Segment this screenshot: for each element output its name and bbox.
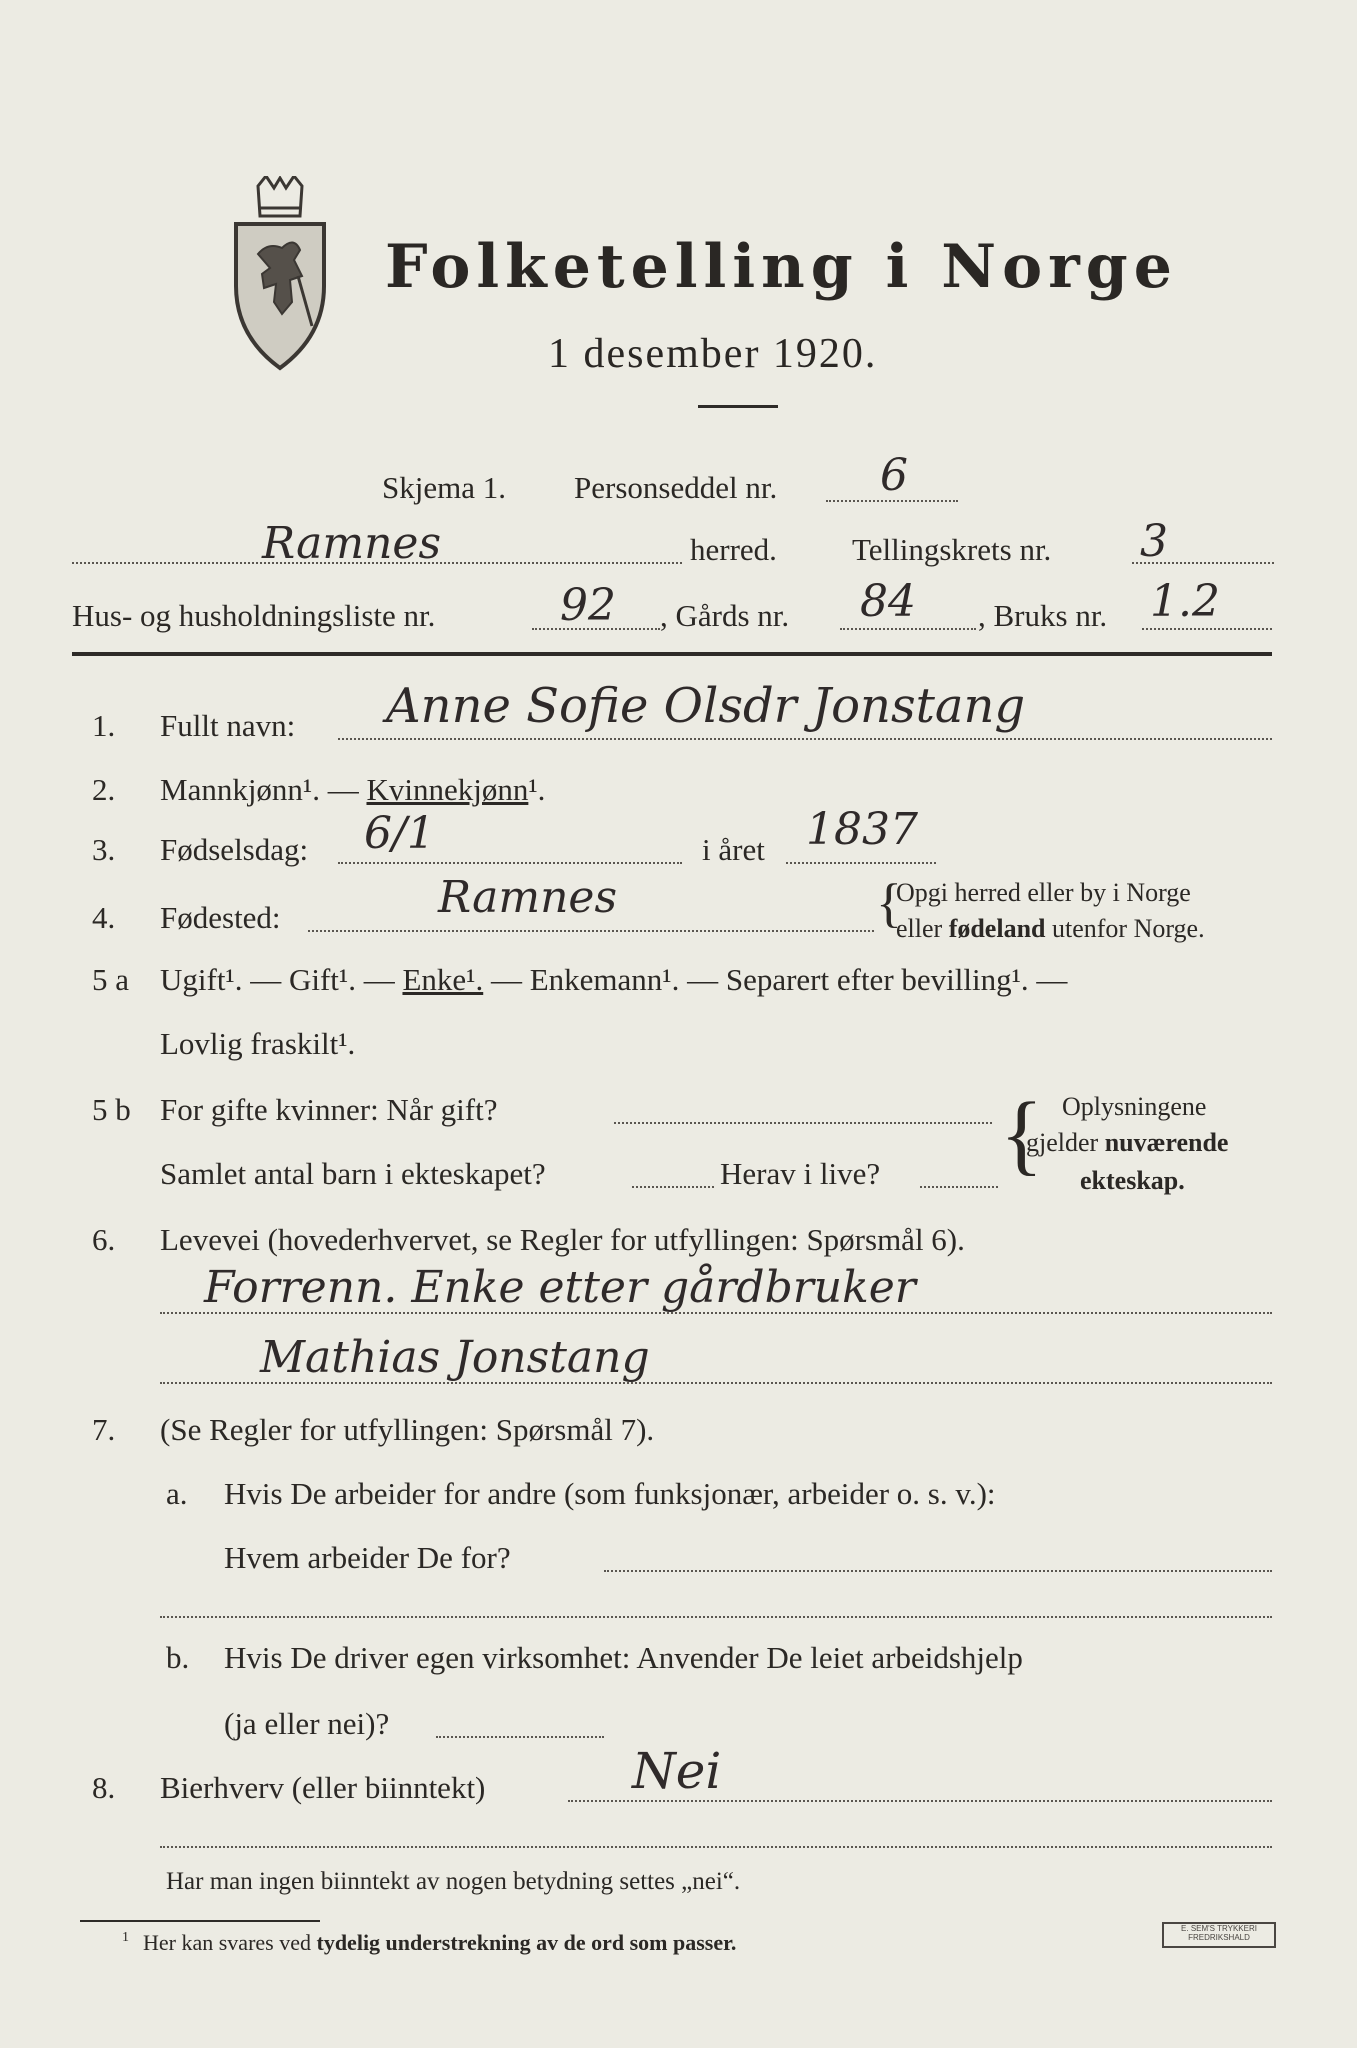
q2-separator: — — [327, 772, 359, 807]
form-title: Folketelling i Norge — [385, 232, 1178, 302]
q4-label: Fødested: — [160, 900, 281, 935]
footnote-text-a: Her kan svares ved — [143, 1930, 317, 1955]
gards-label: , Gårds nr. — [660, 598, 790, 633]
q5b-note-2-a: gjelder — [1026, 1128, 1105, 1157]
q5b-barn-line[interactable] — [632, 1186, 714, 1188]
bruks-line — [1142, 628, 1272, 630]
footnote-text-b: tydelig understrekning av de ord som passer. — [316, 1930, 737, 1955]
bruks-label: , Bruks nr. — [978, 598, 1108, 633]
gards-value[interactable]: 84 — [860, 576, 916, 627]
gards-line — [840, 628, 976, 630]
bruks-value[interactable]: 1.2 — [1150, 576, 1220, 627]
q7b-line[interactable] — [436, 1736, 604, 1738]
q2-mann-option[interactable]: Mannkjønn¹. — [160, 772, 320, 807]
q5b-barn-label: Samlet antal barn i ekteskapet? — [160, 1156, 546, 1191]
personseddel-label: Personseddel nr. — [574, 470, 778, 505]
q8-line-2 — [160, 1846, 1272, 1848]
q5a-enke-option[interactable]: Enke¹. — [402, 962, 484, 997]
q7b-label: Hvis De driver egen virksomhet: Anvender De leiet arbeidshjelp — [224, 1640, 1023, 1675]
q5a-number: 5 a — [92, 962, 130, 997]
q4-line — [308, 930, 874, 932]
q2-row — [160, 772, 545, 808]
hus-label: Hus- og husholdningsliste nr. — [72, 598, 436, 633]
q7a-line-2[interactable] — [160, 1616, 1272, 1618]
q5b-live-label: Herav i live? — [720, 1156, 881, 1191]
footnote-number: 1 — [122, 1930, 129, 1945]
q7b-letter: b. — [166, 1640, 190, 1675]
footnote — [122, 1930, 736, 1956]
header-divider — [72, 652, 1272, 656]
q2-number: 2. — [92, 772, 116, 807]
q2-kvinne-option[interactable]: Kvinnekjønn — [366, 772, 529, 807]
q3-year-line — [786, 862, 936, 864]
q8-line — [568, 1800, 1272, 1802]
q3-value[interactable]: 6/1 — [364, 808, 435, 859]
q8-label: Bierhverv (eller biinntekt) — [160, 1770, 486, 1805]
q4-note-2-b: fødeland — [948, 914, 1046, 943]
q3-year-label: i året — [702, 832, 765, 867]
q7-number: 7. — [92, 1412, 116, 1447]
q5a-options-a[interactable]: Ugift¹. — Gift¹. — — [160, 962, 403, 997]
personseddel-value[interactable]: 6 — [880, 450, 908, 501]
printer-stamp-line-2: FREDRIKSHALD — [1188, 1933, 1250, 1942]
q3-year-value[interactable]: 1837 — [806, 804, 918, 855]
q4-note-2-a: eller — [896, 914, 949, 943]
q3-label: Fødselsdag: — [160, 832, 309, 867]
tellingskrets-value[interactable]: 3 — [1140, 516, 1168, 567]
title-divider — [698, 405, 778, 408]
q5b-when-line[interactable] — [614, 1122, 992, 1124]
q5a-fraskilt[interactable]: Lovlig fraskilt¹. — [160, 1026, 356, 1061]
q8-number: 8. — [92, 1770, 116, 1805]
q8-value[interactable]: Nei — [632, 1742, 722, 1800]
herred-label: herred. — [690, 532, 777, 567]
q5b-label: For gifte kvinner: Når gift? — [160, 1092, 498, 1127]
skjema-label: Skjema 1. — [382, 470, 506, 505]
q6-value-2[interactable]: Mathias Jonstang — [260, 1332, 650, 1383]
q7a-line[interactable] — [604, 1570, 1272, 1572]
q6-label: Levevei (hovederhvervet, se Regler for utfyllingen: Spørsmål 6). — [160, 1222, 965, 1257]
q5b-note-2-b: nuværende — [1104, 1128, 1229, 1157]
q1-line — [338, 738, 1272, 740]
q5b-brace: { — [1000, 1085, 1044, 1184]
q4-brace: { — [876, 873, 902, 933]
q6-value-1[interactable]: Forrenn. Enke etter gårdbruker — [204, 1262, 916, 1313]
q3-number: 3. — [92, 832, 116, 867]
hus-value[interactable]: 92 — [560, 580, 616, 631]
q7a-letter: a. — [166, 1476, 188, 1511]
printer-stamp-line-1: E. SEM'S TRYKKERI — [1181, 1924, 1257, 1933]
q5b-note-1: Oplysningene — [1062, 1092, 1207, 1121]
q5b-note-2 — [1026, 1128, 1228, 1158]
q4-note-2 — [896, 914, 1205, 944]
q1-label: Fullt navn: — [160, 708, 296, 743]
q1-number: 1. — [92, 708, 116, 743]
norwegian-coat-of-arms-icon — [228, 176, 332, 372]
form-date: 1 desember 1920. — [548, 331, 878, 377]
printer-stamp — [1162, 1922, 1276, 1948]
herred-value[interactable]: Ramnes — [262, 518, 442, 569]
q2-kvinne-sup: ¹. — [528, 772, 546, 807]
q5b-live-line[interactable] — [920, 1186, 998, 1188]
footer-note: Har man ingen biinntekt av nogen betydning settes „nei“. — [166, 1868, 741, 1895]
q4-note-2-c: utenfor Norge. — [1045, 914, 1205, 943]
q4-number: 4. — [92, 900, 116, 935]
q1-value[interactable]: Anne Sofie Olsdr Jonstang — [386, 678, 1026, 734]
q5a-options — [160, 962, 1067, 998]
q4-value[interactable]: Ramnes — [438, 872, 618, 923]
q7b-label-2: (ja eller nei)? — [224, 1706, 390, 1741]
q5b-number: 5 b — [92, 1092, 131, 1127]
q4-note-1: Opgi herred eller by i Norge — [896, 878, 1191, 907]
q3-line — [338, 862, 682, 864]
q6-number: 6. — [92, 1222, 116, 1257]
q5a-options-b[interactable]: — Enkemann¹. — Separert efter bevilling¹. — — [483, 962, 1068, 997]
q7a-label-2: Hvem arbeider De for? — [224, 1540, 511, 1575]
q7-label: (Se Regler for utfyllingen: Spørsmål 7). — [160, 1412, 655, 1447]
q7a-label: Hvis De arbeider for andre (som funksjonær, arbeider o. s. v.): — [224, 1476, 996, 1511]
q5b-note-3: ekteskap. — [1080, 1166, 1185, 1195]
tellingskrets-label: Tellingskrets nr. — [852, 532, 1052, 567]
footnote-divider — [80, 1920, 320, 1922]
